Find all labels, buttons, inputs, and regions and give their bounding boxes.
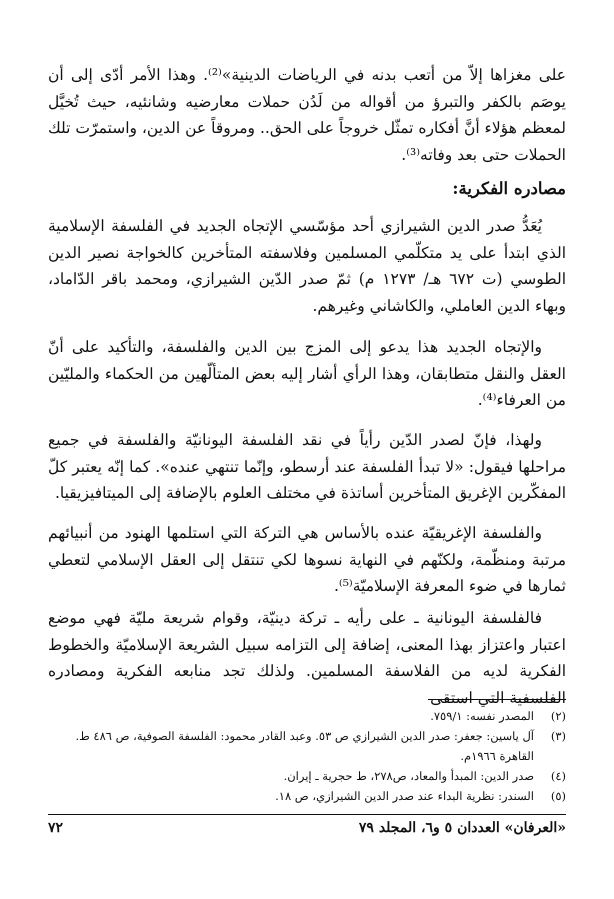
paragraph-3 [48, 427, 566, 507]
paragraph-2 [48, 334, 566, 414]
footnote-text: المصدر نفسه: ٧٥٩/١. [430, 709, 534, 723]
journal-reference: «العرفان» العددان ٥ و٦، المجلد ٧٩ [358, 820, 566, 836]
paragraph-4 [48, 520, 566, 600]
section-heading: مصادره الفكرية: [452, 179, 566, 198]
intro-paragraph [48, 62, 566, 168]
page-number: ٧٢ [48, 820, 64, 836]
footnote-text: آل ياسين: جعفر: صدر الدين الشيرازي ص ٥٣. وعبد القادر محمود: الفلسفة الصوفية، ص ٤٨٦ ط. القاهرة ١٩٦٦م. [75, 729, 534, 763]
footnote [48, 706, 566, 726]
footnote-number: (٥) [550, 789, 566, 803]
footnote-text: صدر الدين: المبدأ والمعاد، ص٢٧٨، ط حجرية ـ إيران. [283, 769, 534, 783]
paragraph-text: والإتجاه الجديد هذا يدعو إلى المزج بين الدين والفلسفة، والتأكيد على أنّ العقل والنقل متطابقان، وهذا الرأي أشار إليه بعض المتألّهين من الحكماء والمليّين من العرفاء⁽⁴⁾. [48, 338, 566, 409]
paragraph-text: يُعَدُّ صدر الدين الشيرازي أحد مؤسّسي الإتجاه الجديد في الفلسفة الإسلامية الذي ابتدأ على يد متكلّمي المسلمين وفلاسفته المتأخرين كالخواجة نصير الدين الطوسي (ت ٦٧٢ هـ/ ١٢٧٣ م) ثمّ صدر الدّين الشيرازي، ومحمد باقر الدّاماد، وبهاء الدين العاملي، والكاشاني وغيرهم. [48, 217, 566, 315]
footnote-number: (٢) [550, 709, 566, 723]
footnotes [48, 706, 566, 806]
footer-divider [48, 814, 566, 815]
paragraph-text: والفلسفة الإغريقيّة عنده بالأساس هي التركة التي استلمها الهنود من أنبيائهم مرتبة ومنظّمة، ولكنّهم في النهاية نسوها لكي تنتقل إلى العقل الإسلامي لتعطي ثمارها في ضوء المعرفة الإسلاميّة⁽⁵⁾. [48, 524, 566, 595]
footnote [48, 726, 566, 766]
footnote-number: (٤) [550, 769, 566, 783]
footnote [48, 786, 566, 806]
paragraph-text: ولهذا، فإنّ لصدر الدّين رأياً في نقد الفلسفة اليونانيّة والفلسفة في جميع مراحلها فيقول: «لا تبدأ الفلسفة عند أرسطو، وإنّما تنتهي عنده». كما إنّه يعتبر كلّ المفكّرين الإغريق المتأخرين أساتذة في مختلف العلوم بالإضافة إلى الميتافيزيقيا. [48, 431, 566, 502]
page-footer [48, 820, 566, 836]
intro-text: على مغزاها إلاّ من أتعب بدنه في الرياضات الدينية»⁽²⁾. وهذا الأمر أدّى إلى أن يوصَم بالكفر والتبرؤ من أقواله من لَدُن حملات معارضيه وشانئيه، حيث تُخيَّل لمعظم هؤلاء أنَّ أفكاره تمثّل خروجاً على الحق.. ومروقاً عن الدين، واستمرّت تلك الحملات حتى بعد وفاته⁽³⁾. [47, 66, 566, 164]
paragraph-text: فالفلسفة اليونانية ـ على رأيه ـ تركة دينيّة، وقوام شريعة مليّة فهي موضع اعتبار واعتزاز بهذا المعنى، إضافة إلى التزامه سبيل الشريعة الإسلاميّة والخطوط الفكرية لديه من الفلاسفة المسلمين. ولذلك تجد منابعه الفكرية ومصادره الفلسفية التي استقى [48, 609, 566, 707]
paragraph-5 [48, 605, 566, 711]
footnote-number: (٣) [550, 729, 566, 743]
footnote-divider [428, 699, 566, 700]
footnote [48, 766, 566, 786]
footnote-text: السندر: نظرية البداء عند صدر الدين الشيرازي، ص ١٨. [275, 789, 534, 803]
paragraph-1 [48, 213, 566, 319]
